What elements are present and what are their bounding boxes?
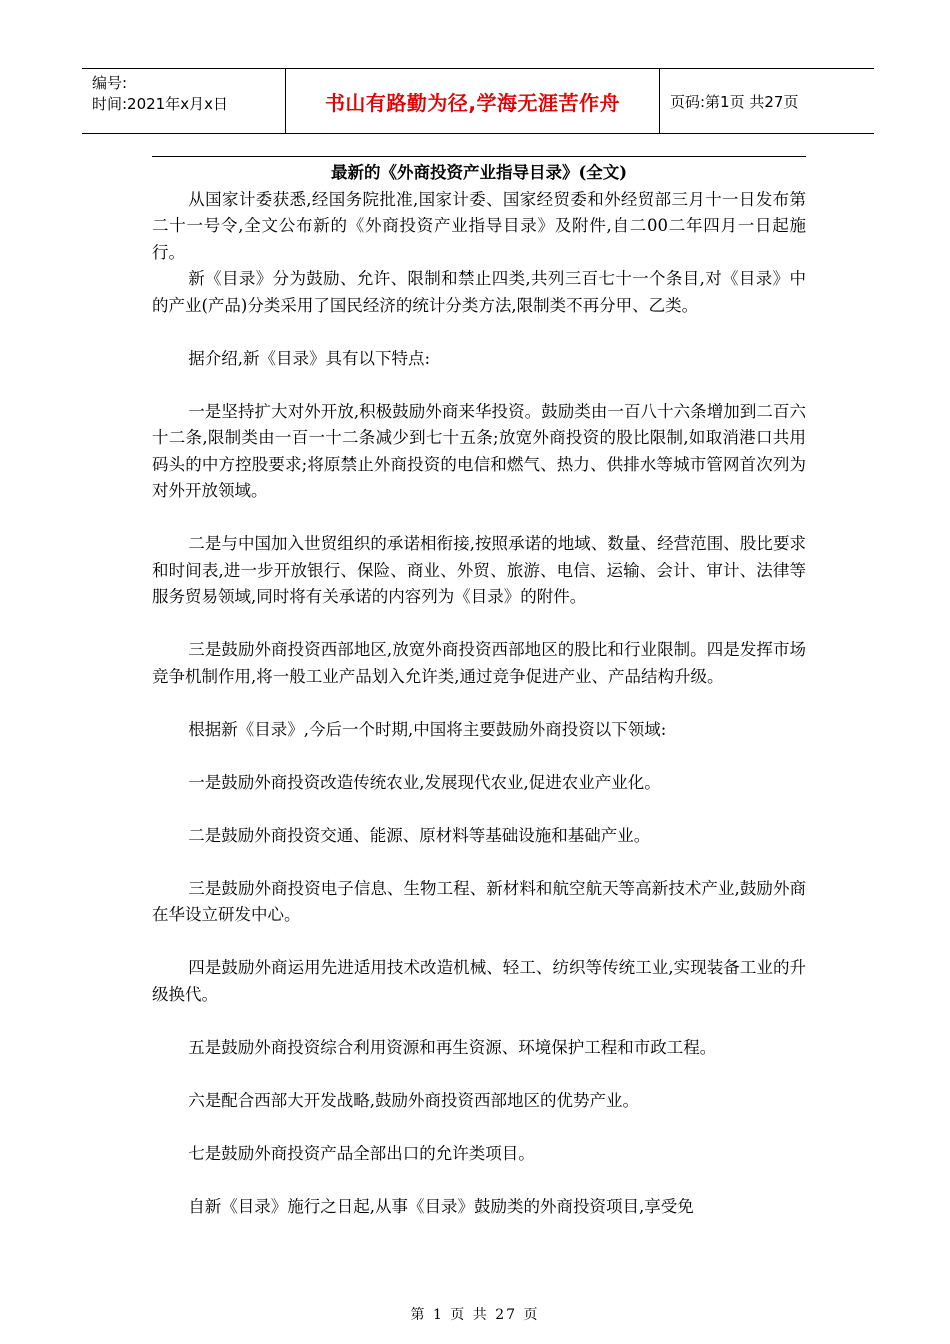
- time-label: 时间:2021年x月x日: [92, 95, 228, 113]
- page-footer: [0, 1304, 950, 1324]
- paragraph: 四是鼓励外商运用先进适用技术改造机械、轻工、纺织等传统工业,实现装备工业的升级换代。: [152, 958, 806, 1004]
- serial-number-label: 编号:: [92, 74, 128, 92]
- paragraph-gap: [152, 505, 806, 532]
- paragraph: 二是与中国加入世贸组织的承诺相衔接,按照承诺的地域、数量、经营范围、股比要求和时间表,进一步开放银行、保险、商业、外贸、旅游、电信、运输、会计、审计、法律等服务贸易领域,同时将有关承诺的内容列为《目录》的附件。: [152, 534, 806, 606]
- paragraph-gap: [152, 372, 806, 399]
- paragraph: 一是鼓励外商投资改造传统农业,发展现代农业,促进农业产业化。: [188, 772, 661, 792]
- paragraph-gap: [152, 1061, 806, 1088]
- header-page-cell: [660, 69, 874, 133]
- paragraph: 自新《目录》施行之日起,从事《目录》鼓励类的外商投资项目,享受免: [188, 1196, 694, 1216]
- motto-text: 书山有路勤为径,学海无涯苦作舟: [324, 90, 621, 115]
- paragraph: 三是鼓励外商投资电子信息、生物工程、新材料和航空航天等高新技术产业,鼓励外商在华设立研发中心。: [152, 878, 806, 924]
- paragraph-gap: [152, 929, 806, 956]
- header-meta-cell: [82, 69, 286, 133]
- paragraph: 据介绍,新《目录》具有以下特点:: [188, 348, 431, 368]
- header-motto-cell: [286, 69, 660, 133]
- document-title: 最新的《外商投资产业指导目录》(全文): [330, 163, 628, 182]
- paragraph: 从国家计委获悉,经国务院批准,国家计委、国家经贸委和外经贸部三月十一日发布第二十一号令,全文公布新的《外商投资产业指导目录》及附件,自二00二年四月一日起施行。: [152, 189, 806, 262]
- paragraph: 一是坚持扩大对外开放,积极鼓励外商来华投资。鼓励类由一百八十六条增加到二百六十二条,限制类由一百一十二条减少到七十五条;放宽外商投资的股比限制,如取消港口共用码头的中方控股要求;将原禁止外商投资的电信和燃气、热力、供排水等城市管网首次列为对外开放领域。: [152, 401, 806, 500]
- paragraph-gap: [152, 743, 806, 770]
- paragraph-gap: [152, 319, 806, 346]
- paragraph: 新《目录》分为鼓励、允许、限制和禁止四类,共列三百七十一个条目,对《目录》中的产业(产品)分类采用了国民经济的统计分类方法,限制类不再分甲、乙类。: [152, 269, 806, 315]
- paragraph: 三是鼓励外商投资西部地区,放宽外商投资西部地区的股比和行业限制。四是发挥市场竞争机制作用,将一般工业产品划入允许类,通过竞争促进产业、产品结构升级。: [152, 640, 806, 686]
- page-number-label: 页码:第1页 共27页: [670, 92, 799, 111]
- paragraph: 五是鼓励外商投资综合利用资源和再生资源、环境保护工程和市政工程。: [188, 1037, 717, 1057]
- title-rule: [152, 156, 806, 157]
- footer-page-number: 第 1 页 共 27 页: [410, 1307, 540, 1323]
- paragraph-gap: [152, 796, 806, 823]
- document-body: [152, 160, 806, 1220]
- paragraph-gap: [152, 690, 806, 717]
- paragraph-gap: [152, 849, 806, 876]
- paragraph: 根据新《目录》,今后一个时期,中国将主要鼓励外商投资以下领域:: [188, 719, 667, 739]
- paragraph-gap: [152, 1008, 806, 1035]
- paragraph-gap: [152, 1114, 806, 1141]
- paragraph-gap: [152, 1167, 806, 1194]
- paragraph: 六是配合西部大开发战略,鼓励外商投资西部地区的优势产业。: [188, 1090, 640, 1110]
- paragraph: 二是鼓励外商投资交通、能源、原材料等基础设施和基础产业。: [188, 825, 651, 845]
- paragraph: 七是鼓励外商投资产品全部出口的允许类项目。: [188, 1143, 535, 1163]
- page-header-table: [82, 68, 874, 134]
- paragraph-gap: [152, 611, 806, 638]
